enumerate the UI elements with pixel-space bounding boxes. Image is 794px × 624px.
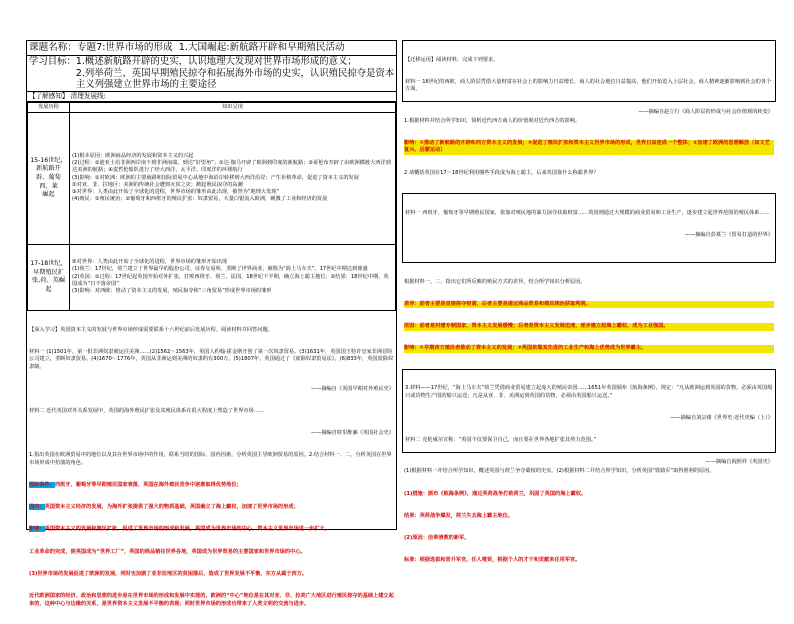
goal-2: 2.列举荷兰、英国早期殖民掠夺和拓展海外市场的史实，认识殖民掠夺是资本主义列强建立世界市场的主要途径 [75, 67, 395, 90]
era-cell: 15-16世纪， 新航路开 辟、葡萄 西、莱 崛起 [28, 112, 70, 244]
question-1: 1.根据材料并结合所学知识，简析近代西方商人的价值观对近代西方的影响。 [404, 117, 581, 124]
answer-4-4: 标准：根据选拔和晋升军官，任人唯贤，根据个人的才干和贡献来任用军官。 [404, 557, 581, 564]
era-cell: 17-18世纪， 早期殖民扩 张,荷、英崛 起 [28, 244, 70, 310]
material-right-3-source: ——摘编自刘宗绪《世界史·近代史编（上）》 [670, 415, 773, 421]
apply-label: 【迁移运用】 [405, 56, 437, 63]
deep-label: 【深入学习】 [29, 326, 61, 333]
answer-4-3: (2)原因：信奉清教的新军。 [404, 535, 470, 542]
lesson-title-row [27, 41, 396, 56]
lesson-title: 1.大国崛起:新航路开辟和早期殖民活动 [178, 42, 345, 53]
question-2-requirement: 根据材料一、二，指出它们所反映的殖民方式的差异，结合所学知识分析原因。 [404, 278, 586, 285]
right-column [402, 40, 776, 564]
material-right-1: 材料一 16世纪的西欧，商人阶层凭借大量财富在社会上的影响力日益增长，商人的社会地位日益提高，他们开始进入上层社会，商人精神逐渐影响到社会的各个方面。 [405, 79, 772, 93]
goal-1: 1.概述新航路开辟的史实，认识地理大发现对世界市场形成的意义； [75, 56, 357, 67]
material-right-3: 3.材料——17世纪，“海上马车夫”荷兰凭借商业贸易建立起庞大的殖民帝国……1651年英国颁布《航海条例》，规定：“凡从欧洲运到英国的货物，必须由英国船只或货物生产国的船只运送；凡是从亚、非、美洲运到英国的货物，必须由英国船只运送。” [405, 385, 773, 399]
answer-e: (3)世界市场的发展促进了欧洲的发展，同时也加剧了亚非拉地区的贫困落后，造成了世界发展不平衡，东方从属于西方。 [29, 570, 308, 577]
col-points-header: 知识呈现 [70, 102, 396, 112]
material-box-2 [402, 193, 776, 263]
material-right-1-source: ——摘编自赵立行《商人阶层的形成与社会价值观的转变》 [638, 108, 773, 115]
answer-f: 近代欧洲国家的经济、政治和思想的进步是在世界市场的形成和发展中实现的，欧洲的“中心”地位是在其对亚、非、拉美广大地区进行殖民掠夺的基础上建立起来的，这种中心与边缘的关系，是世界资本主义发展不平衡的表现；同时世界市场的形成也带来了人类文明的交流与进步。 [29, 593, 394, 607]
goals-label: 学习目标： [29, 56, 76, 67]
material-2-source: ——摘编自特里维廉《英国社会史》 [310, 430, 394, 437]
question-2-block [402, 263, 776, 369]
table-row [28, 112, 396, 244]
answer-4-1: (1)措施：颁布《航海条例》，通过英荷战争打败荷兰，巩固了英国的海上霸权。 [404, 490, 587, 497]
material-1-source: ——摘编自《英国早期对外殖民史》 [310, 385, 394, 392]
col-stage-header: 发展历程 [28, 102, 70, 112]
answer-b: 国内：英国资本主义经济的发展，为海外扩张提供了强大的物质基础，英国确立了海上霸权，加速了世界市场的形成； [29, 504, 299, 511]
answer-2-1: 差异：前者主要是直接掠夺财富，后者主要是通过商品贸易和殖民统治获取利润。 [404, 301, 774, 308]
question-4-block [402, 453, 776, 581]
answer-1: 影响：①推动了新航路的开辟和西方资本主义的发展；②促进了殖民扩张和资本主义世界市场的形成，世界日益连成一个整体；③加速了欧洲的思想解放（如文艺复兴、启蒙运动） [404, 140, 774, 155]
answer-c: 影响：英国资本主义的发展和殖民扩张，促进了世界市场的形成和发展，英国成为世界市场的中心，资本主义世界市场进一步扩大。 [29, 526, 330, 533]
material-right-4: 材料二 克伦威尔宣称：“英国不仅要保卫自己，而且要在世界各地扩张其势力范围。” [405, 437, 597, 444]
table-row [28, 244, 396, 310]
material-box-1: 【迁移运用】阅读材料，完成下列要求。 材料一 16世纪的西欧，商人阶层凭借大量财富在社会上的影响力日益增长，商人的社会地位日益提高，他们开始进入上层社会，商人精神逐渐影响到社会的各个方面。 ——摘编自赵立行《商人阶层的形成与社会价值观的转变》 [402, 40, 776, 102]
left-column [26, 40, 397, 607]
question-4: (1)根据材料一并结合所学知识，概述英国与荷兰争夺霸权的史实。(2)根据材料二并结合所学知识，分析英国“铁骑军”取得胜利的原因。 [404, 468, 715, 475]
material-right-2: 材料一 西班牙、葡萄牙等早期殖民国家，依靠对殖民地的暴力掠夺获取财富……英国则通过大规模的商业贸易和工业生产，逐步建立起世界范围的殖民体系…… [405, 209, 770, 216]
answer-2-2: 原因：前者是封建专制国家，资本主义发展缓慢；后者是资本主义发展迅速，逐步建立起海上霸权，成为工业强国。 [404, 323, 774, 330]
worksheet-page [26, 40, 776, 607]
material-2: 材料二 近代英国对外关系发展中，英国的海外殖民扩张及其殖民体系在很大程度上塑造了世界市场…… [29, 407, 265, 414]
answer-a: 国际条件：西班牙、葡萄牙等早期殖民国家衰落，英国在海外殖民竞争中逐渐取得优势地位； [29, 482, 242, 489]
goals-row [27, 56, 396, 92]
material-box-3 [402, 369, 776, 466]
material-right-2-source: ——摘编自彭慕兰《贸易打造的世界》 [684, 231, 773, 238]
deep-learning-section: 【深入学习】英国资本主义的发展与世界市场形成需要联系十六世纪前后发展历程。阅读材料并回答问题。 材料一 (1)1501年，第一批非洲奴隶被运往美洲……(2)1562～1563年，英国人约翰·霍金斯开创了第一次奴隶贸易。(3)1631年，英国国王特许皇家非洲冒险公司建立，垄断奴隶贸易。(4)1670～1776年，英国从非洲运到美洲的奴隶约有300万。(5)1807年，英国通过了《废除奴隶贸易法》。(6)833年，英国废除奴隶制。 ——摘编自《英国早期对外殖民史》 材料二 近代英国对外关系发展中，英国的海外殖民扩张及其殖民体系在很大程度上塑造了世界市场…… ——摘编自特里维廉《英国社会史》 1.指出英国在欧洲贸易中的地位以及其在世界市场中的作用，联系当时的国际、国内因素，分析英国主导欧洲贸易的原因。2.结合材料一、二，分析英国在世界市场形成中扮演的角色。 国际条件：西班牙、葡萄牙等早期殖民国家衰落，英国在海外殖民竞争中逐渐取得优势地位； 国内：英国资本主义经济的发展，为海外扩张提供了强大的物质基础，英国确立了海上霸权，加速了世界市场的形成； 影响：英国资本主义的发展和殖民扩张，促进了世界市场的形成和发展，英国成为世界市场的中心，资本主义世界市场进一步扩大。 工业革命的完成，使英国成为“世界工厂”，英国的商品销往世界各地，英国成为世界贸易的主要国家和世界市场的中心。 (3)世界市场的发展促进了欧洲的发展，同时也加剧了亚非拉地区的贫困落后，造成了世界发展不平衡，东方从属于西方。 近代欧洲国家的经济、政治和思想的进步是在世界市场的形成和发展中实现的，欧洲的“中心”地位是在其对亚、非、拉美广大地区进行殖民掠夺的基础上建立起来的，这种中心与边缘的关系，是世界资本主义发展不平衡的表现；同时世界市场的形成也带来了人类文明的交流与进步。 [29, 326, 394, 607]
points-cell: (1)根本原因：欧洲商品经济的发展和资本主义的兴起 (2)过程：①迪亚士沿非洲西岸南下到非洲南端，到达“好望角”；②达·伽马开辟了欧洲到印度的新航路；③哥伦布开辟了由欧洲横渡大西洋到达美洲的航路；④麦哲伦船队进行了经大西洋、太平洋、印度洋的环球航行 (3)影响：①对欧洲：欧洲的主要商路和国际贸易中心从地中海沿岸转移到大西洋沿岸；产生价格革命，促进了资本主义的发展 ②对亚、非、拉地区：美洲的传统社会遭到灭顶之灾；掀起殖民掠夺的高潮 ③对世界：人类由此开始了全球化的进程，世界市场的雏形由此出现，被誉为“地理大发现” (4)殖民：①殖民统治；②葡萄牙和西班牙的殖民扩张：奴隶贸易，大量白银流入欧洲，刺激了工业和经济的发展 [70, 112, 396, 244]
course-label: 课题名称：专题7:世界市场的形成 [29, 42, 173, 53]
answer-4-2: 结果：英荷战争爆发，荷兰失去海上霸主地位。 [404, 512, 513, 519]
development-table [27, 102, 396, 311]
material-1: 材料一 (1)1501年，第一批非洲奴隶被运往美洲……(2)1562～1563年，英国人约翰·霍金斯开创了第一次奴隶贸易。(3)1631年，英国国王特许皇家非洲冒险公司建立，垄断奴隶贸易。(4)1670～1776年，英国从非洲运到美洲的奴隶约有300万。(5)1807年，英国通过了《废除奴隶贸易法》。(6)833年，英国废除奴隶制。 [29, 348, 394, 370]
material-right-4-source: ——摘编自阎照祥《英国史》 [705, 459, 773, 466]
answer-d: 工业革命的完成，使英国成为“世界工厂”，英国的商品销往世界各地，英国成为世界贸易的主要国家和世界市场的中心。 [29, 548, 306, 555]
question-2: 2.请概括英国在17～18世纪利用哪些手段成为海上霸主，后来英国靠什么称霸世界？ [404, 169, 599, 176]
points-cell: ⑤对世界：人类由此开始了全球化的进程，世界市场的雏形开始出现 (1)荷兰：17世纪，荷兰建立了世界最早的股份公司、证券交易所，垄断了世界商业，被称为“海上马车夫”，17世纪中期达到鼎盛 (2)英国：①过程：17世纪起英国开始对外扩张，打败西班牙、荷兰、法国，18世纪下半期，确立海上霸主地位；②结果：18世纪中期，英国成为“日不落帝国” (3)影响：对西欧：推动了资本主义的发展，殖民掠夺和“三角贸易”形成世界市场的雏形 [70, 244, 396, 310]
answer-2-3: 影响：①早期西方殖民者推动了资本主义的发展；②英国依靠其先进的工业生产和海上优势成为世界霸主。 [404, 345, 774, 352]
questions: 1.指出英国在欧洲贸易中的地位以及其在世界市场中的作用，联系当时的国际、国内因素，分析英国主导欧洲贸易的原因。2.结合材料一、二，分析英国在世界市场形成中扮演的角色。 [29, 452, 392, 466]
know-section-header: 【了解感知】 清理发展线: [27, 92, 396, 102]
